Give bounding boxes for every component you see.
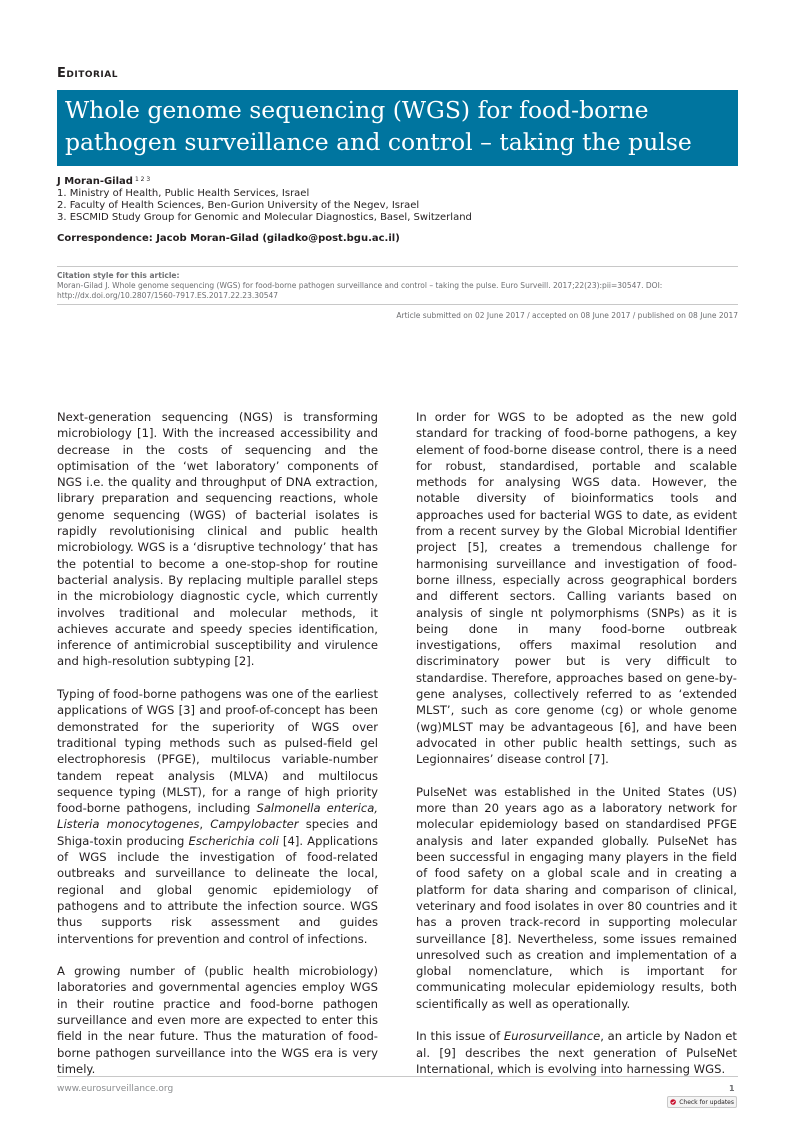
page-number: 1 (729, 1084, 735, 1093)
paragraph: A growing number of (public health microbiology) laboratories and governmental agencies employ WGS in their routine practice and food-borne pathogen surveillance and even more are expected to enter this field in the near future. Thus the maturation of food-borne pathogen surveillance into the WGS era is very timely. (57, 964, 378, 1076)
affiliations (57, 188, 472, 224)
paragraph (57, 686, 378, 947)
author-name: J Moran-Gilad (57, 176, 133, 187)
crossmark-icon (670, 1098, 676, 1106)
species-name: Escherichia coli (188, 833, 279, 848)
text-run: [4]. Applications of WGS include the investigation of food-related outbreaks and surveillance to delineate the local, regional and global genomic epidemiology of pathogens and to attribute the infection source. WGS thus supports risk assessment and guides interventions for prevention and control of infections. (57, 833, 378, 946)
species-name: Campylobacter (210, 817, 299, 832)
affiliation-item: 2. Faculty of Health Sciences, Ben-Gurion University of the Negev, Israel (57, 200, 420, 211)
text-run: , an article by Nadon et al. [9] describes the next generation of PulseNet International, which is evolving into harnessing WGS. (416, 1029, 737, 1076)
affiliation-marks: 1 2 3 (134, 176, 151, 183)
divider (57, 304, 738, 305)
journal-name: Eurosurveillance (503, 1029, 601, 1044)
title-line-2: pathogen surveillance and control – taking the pulse (65, 128, 692, 156)
text-run: , (199, 817, 211, 832)
paragraph (416, 1028, 737, 1077)
author-line (57, 176, 150, 187)
text-run: Typing of food-borne pathogens was one of the earliest applications of WGS [3] and proof-of-concept has been demonstrated for the superiority of WGS over traditional typing methods such as pulsed-field gel electrophoresis (PFGE), multilocus variable-number tandem repeat analysis (MLVA) and multilocus sequence typing (MLST), for a range of high priority food-borne pathogens, including (57, 687, 378, 816)
body-column-right (416, 409, 737, 1093)
footer-divider (57, 1076, 738, 1077)
footer-url[interactable]: www.eurosurveillance.org (57, 1084, 174, 1094)
section-label: Editorial (57, 66, 118, 81)
affiliation-item: 1. Ministry of Health, Public Health Services, Israel (57, 188, 310, 199)
correspondence[interactable]: Correspondence: Jacob Moran-Gilad (giladko@post.bgu.ac.il) (57, 233, 400, 244)
citation-text[interactable]: Moran-Gilad J. Whole genome sequencing (WGS) for food-borne pathogen surveillance and control – taking the pulse. Euro Surveill. 2017;22(23):pii=30547. DOI: http://dx.doi.org/10.2807/1560-7917.ES.2017.22.23.30547 (57, 281, 663, 300)
species-name: Salmonella enterica, Listeria monocytogenes (57, 801, 378, 832)
check-for-updates-button[interactable] (667, 1096, 737, 1108)
divider (57, 266, 738, 267)
updates-label: Check for updates (679, 1098, 734, 1106)
body-column-left (57, 409, 378, 1093)
citation-heading: Citation style for this article: (57, 271, 180, 280)
paragraph: Next-generation sequencing (NGS) is transforming microbiology [1]. With the increased accessibility and decrease in the costs of sequencing and the optimisation of the ‘wet laboratory’ components of NGS i.e. the quality and throughput of DNA extraction, library preparation and sequencing reactions, whole genome sequencing (WGS) of bacterial isolates is rapidly revolutionising clinical and public health microbiology. WGS is a ‘disruptive technology’ that has the potential to become a one-stop-shop for routine bacterial analysis. By replacing multiple parallel steps in the microbiology diagnostic cycle, which currently involves traditional and molecular methods, it achieves accurate and speedy species identification, inference of antimicrobial susceptibility and virulence and high-resolution subtyping [2]. (57, 410, 378, 669)
title-line-1: Whole genome sequencing (WGS) for food-borne (65, 96, 649, 124)
text-run: species and Shiga-toxin producing (57, 817, 378, 848)
text-run: In this issue of (416, 1029, 504, 1044)
paragraph: PulseNet was established in the United States (US) more than 20 years ago as a laboratory network for molecular epidemiology based on standardised PFGE analysis and later expanded globally. PulseNet has been successful in engaging many players in the field of food safety on a global scale and in creating a platform for data sharing and comparison of clinical, veterinary and food isolates in over 80 countries and it has a proven track-record in supporting molecular surveillance [8]. Nevertheless, some issues remained unresolved such as creation and implementation of a global nomenclature, which is important for communicating molecular epidemiology results, both scientifically as well as operationally. (416, 784, 737, 1011)
article-title (57, 90, 738, 166)
affiliation-item: 3. ESCMID Study Group for Genomic and Molecular Diagnostics, Basel, Switzerland (57, 212, 472, 223)
paragraph: In order for WGS to be adopted as the new gold standard for tracking of food-borne pathogens, a key element of food-borne disease control, there is a need for robust, standardised, portable and scalable methods for analysing WGS data. However, the notable diversity of bioinformatics tools and approaches used for bacterial WGS to date, as evident from a recent survey by the Global Microbial Identifier project [5], creates a tremendous challenge for harmonising surveillance and investigation of food-borne illness, especially across geographical borders and different sectors. Calling variants based on analysis of single nt polymorphisms (SNPs) as it is being done in many food-borne outbreak investigations, offers maximal resolution and discriminatory power but is very difficult to standardise. Therefore, approaches based on gene-by-gene analyses, collectively referred to as ‘extended MLST’, such as core genome (cg) or whole genome (wg)MLST may be advantageous [6], and have been advocated in other public health settings, such as Legionnaires’ disease control [7]. (416, 410, 737, 767)
submission-dates: Article submitted on 02 June 2017 / accepted on 08 June 2017 / published on 08 June 2017 (396, 311, 738, 320)
